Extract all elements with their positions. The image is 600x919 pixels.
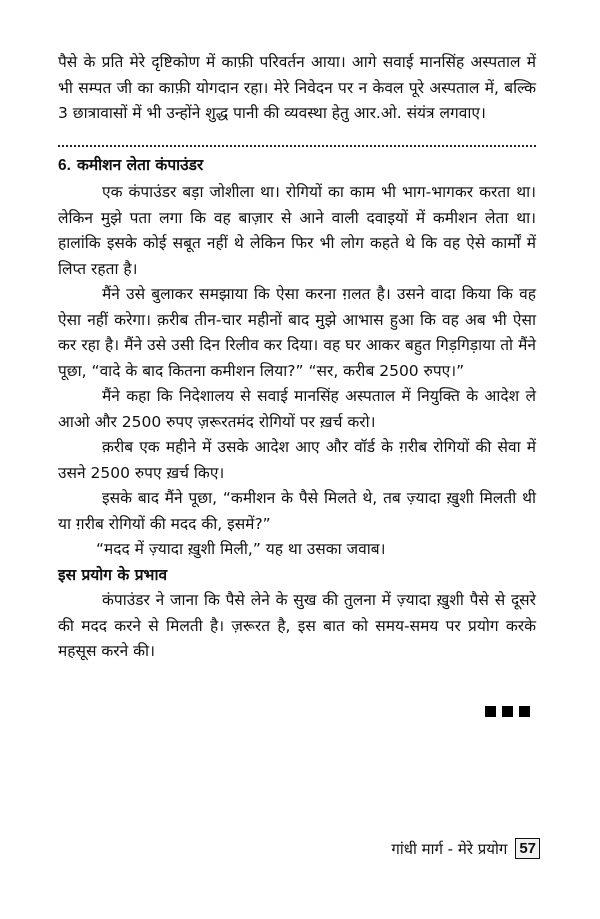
end-square-icon — [485, 706, 496, 717]
body-paragraph: एक कंपाउंडर बड़ा जोशीला था। रोगियों का काम भी भाग-भागकर करता था। लेकिन मुझे पता लगा कि वह बाज़ार से आने वाली दवाइयों में कमीशन लेता था। हालांकि इसके कोई सबूत नहीं थे लेकिन फिर भी लोग कहते थे कि वह ऐसे कार्मों में लिप्त रहता है। — [58, 183, 536, 278]
book-title: गांधी मार्ग - मेरे प्रयोग — [391, 839, 508, 858]
page-number: 57 — [515, 838, 540, 859]
reply-line: “मदद में ज़्यादा ख़ुशी मिली,” यह था उसका जवाब। — [96, 540, 386, 558]
page-body — [58, 50, 536, 665]
section-heading — [58, 153, 536, 179]
section-title: कमीशन लेता कंपाउंडर — [76, 155, 204, 174]
body-paragraph: मैंने उसे बुलाकर समझाया कि ऐसा करना ग़लत है। उसने वादा किया कि वह ऐसा नहीं करेगा। क़रीब तीन-चार महीनों बाद मुझे आभास हुआ कि वह अब भी ऐसा कर रहा है। मैंने उसे उसी दिन रिलीव कर दिया। वह घर आकर बहुत गिड़गिड़ाया तो मैंने पूछा, “वादे के बाद कितना कमीशन लिया?” “सर, करीब 2500 रुपए।” — [58, 285, 536, 380]
effect-paragraph: कंपाउंडर ने जाना कि पैसे लेने के सुख की तुलना में ज़्यादा ख़ुशी पैसे से दूसरे की मदद करने से मिलती है। ज़रूरत है, इस बात को समय-समय पर प्रयोग करके महसूस करने की। — [58, 591, 536, 660]
section-divider — [58, 145, 536, 147]
page-footer — [391, 838, 540, 859]
section-number: 6. — [58, 156, 71, 174]
end-square-icon — [519, 706, 530, 717]
body-paragraph: क़रीब एक महीने में उसके आदेश आए और वॉर्ड के ग़रीब रोगियों की सेवा में उसने 2500 रुपए ख़र्च किए। — [58, 438, 536, 482]
body-paragraph: मैंने कहा कि निदेशालय से सवाई मानसिंह अस्पताल में नियुक्ति के आदेश ले आओ और 2500 रुपए ज़रूरतमंद रोगियों पर ख़र्च करो। — [58, 387, 536, 431]
end-square-icon — [502, 706, 513, 717]
effect-heading: इस प्रयोग के प्रभाव — [58, 565, 168, 584]
section-end-marker — [485, 706, 530, 717]
body-paragraph: इसके बाद मैंने पूछा, “कमीशन के पैसे मिलते थे, तब ज़्यादा ख़ुशी मिलती थी या ग़रीब रोगियों की मदद की, इसमें?” — [58, 489, 536, 533]
intro-paragraph: पैसे के प्रति मेरे दृष्टिकोण में काफ़ी परिवर्तन आया। आगे सवाई मानसिंह अस्पताल में भी सम्पत जी का काफ़ी योगदान रहा। मेरे निवेदन पर न केवल पूरे अस्पताल में, बल्कि 3 छात्रावासों में भी उन्होंने शुद्ध पानी की व्यवस्था हेतु आर.ओ. संयंत्र लगवाए। — [58, 53, 536, 122]
